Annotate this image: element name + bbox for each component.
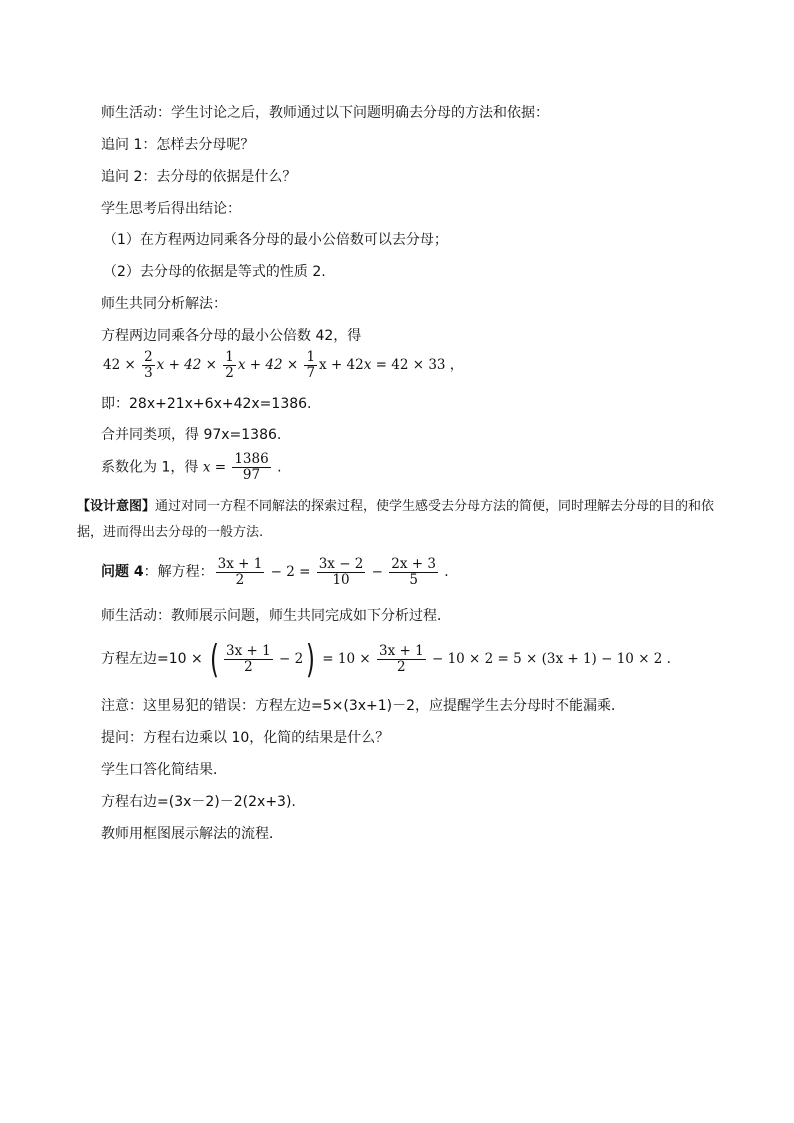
paragraph-flowchart: 教师用框图展示解法的流程． xyxy=(101,826,283,842)
conclusion-item-2: （2）去分母的依据是等式的性质 2. xyxy=(103,264,326,280)
paragraph-joint-analysis: 师生共同分析解法： xyxy=(101,296,227,312)
problem-4-label: 问题 4 xyxy=(101,564,144,580)
paragraph-common-mistake: 注意：这里易犯的错误：方程左边=5×(3x+1)－2，应提醒学生去分母时不能漏乘． xyxy=(101,698,626,714)
design-intent-text: 通过对同一方程不同解法的探索过程，使学生感受去分母方法的简便，同时理解去分母的目的和依据，进而得出去分母的一般方法. xyxy=(77,499,715,540)
fraction: $\frac{3x + 1}{2}$ xyxy=(378,643,424,675)
paragraph-student-answer: 学生口答化简结果． xyxy=(101,762,227,778)
fraction: $\frac{2}{3}$ xyxy=(144,349,153,381)
design-intent-block xyxy=(77,494,722,546)
fraction: $\frac{1}{7}$ xyxy=(306,349,316,381)
paragraph-follow-up-1: 追问 1：怎样去分母呢？ xyxy=(101,137,255,153)
equation-left-side: 方程左边=10 × ( $\frac{3x + 1}{2}$ − 2) = 10 × $\frac{3x + 1}{2}$ − 10 × 2 = 5 × (3x + 1) − 10 × 2 . xyxy=(101,637,671,681)
fraction: $\frac{3x - 2}{10}$ xyxy=(318,556,364,588)
paragraph-follow-up-2: 追问 2：去分母的依据是什么？ xyxy=(101,169,297,185)
paragraph-multiply-lcm: 方程两边同乘各分母的最小公倍数 42，得 xyxy=(101,328,362,344)
paragraph-question: 提问：方程右边乘以 10，化简的结果是什么？ xyxy=(101,730,390,746)
fraction: $\frac{3x + 1}{2}$ xyxy=(217,556,263,588)
conclusion-item-1: （1）在方程两边同乘各分母的最小公倍数可以去分母； xyxy=(103,232,448,248)
paragraph-combine-like-terms: 合并同类项，得 97x=1386. xyxy=(101,427,282,443)
paragraph-teacher-student-activity: 师生活动：学生讨论之后，教师通过以下问题明确去分母的方法和依据： xyxy=(101,105,549,121)
fraction: $\frac{1}{2}$ xyxy=(225,349,234,381)
problem-4: 问题 4：解方程： $\frac{3x + 1}{2}$ − 2 = $\frac{3x - 2}{10}$ − $\frac{2x + 3}{5}$ . xyxy=(101,556,449,588)
paragraph-students-conclusion: 学生思考后得出结论： xyxy=(101,201,241,217)
left-paren: ( xyxy=(210,637,220,681)
design-intent-tag: 【设计意图】 xyxy=(77,499,156,514)
fraction: $\frac{3x + 1}{2}$ xyxy=(226,643,271,675)
right-paren: ) xyxy=(306,637,316,681)
equation-solution: 系数化为 1，得 x = $\frac{1386}{97}$ . xyxy=(101,451,282,483)
paragraph-right-side: 方程右边=(3x－2)－2(2x+3). xyxy=(101,794,296,810)
paragraph-expanded-equation: 即：28x+21x+6x+42x=1386. xyxy=(101,396,312,412)
fraction: $\frac{1386}{97}$ xyxy=(234,451,269,483)
paragraph-analysis-process: 师生活动：教师展示问题，师生共同完成如下分析过程． xyxy=(101,608,451,624)
fraction: $\frac{2x + 3}{5}$ xyxy=(391,556,436,588)
equation-multiply-42: 42 × $\frac{2}{3}$ x + 42 × $\frac{1}{2}$ x + 42 × $\frac{1}{7}$ x + 42x = 42 × 33 ， xyxy=(103,349,464,381)
